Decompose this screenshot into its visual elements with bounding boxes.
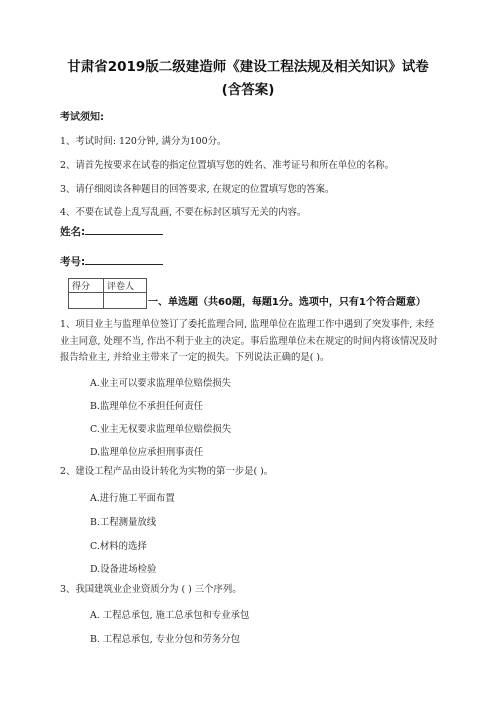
option: A.业主可以要求监理单位赔偿损失 [90,378,232,389]
option: A. 工程总承包, 施工总承包和专业承包 [90,610,250,621]
option: C.业主无权要求监理单位赔偿损失 [90,424,232,435]
score-table [68,278,147,309]
option: B.监理单位不承担任何责任 [90,401,203,412]
exam-number-label: 考号: [60,256,86,268]
score-cell [69,293,104,309]
exam-number-blank[interactable] [85,254,163,265]
notice-item: 2、请首先按要求在试卷的指定位置填写您的姓名、准考证号和所在单位的名称。 [60,160,395,171]
option: D.设备进场检验 [90,564,157,575]
notice-item: 4、不要在试卷上乱写乱画, 不要在标封区填写无关的内容。 [60,207,307,218]
option: B. 工程总承包, 专业分包和劳务分包 [90,634,241,645]
option: D.监理单位应承担刑事责任 [90,447,204,458]
notice-item: 3、请仔细阅读各种题目的回答要求, 在规定的位置填写您的答案。 [60,184,335,195]
option: A.进行施工平面布置 [90,493,175,504]
grader-cell [104,293,147,309]
option: B.工程测量放线 [90,517,157,528]
exam-number-field [60,254,163,269]
grader-header: 评卷人 [104,279,147,293]
score-header: 得分 [69,279,104,293]
document-title: 甘肃省2019版二级建造师《建设工程法规及相关知识》试卷 (含答案) [67,59,429,98]
name-field [60,224,163,239]
option: C.材料的选择 [90,541,147,552]
name-blank[interactable] [85,224,163,235]
question-text: 3、我国建筑业企业资质分为 ( ) 三个序列。 [60,584,242,595]
name-label: 姓名: [60,226,86,238]
question-text: 1、项目业主与监理单位签订了委托监理合同, 监理单位在监理工作中遇到了突发事件, 未经业主同意, 处理不当, 作出不利于业主的决定。事后监理单位未在规定的时间内将该情况及时报告给业主, 并给业主带来了一定的损失。下列说法正确的是( )。 [60,319,438,363]
notice-item: 1、考试时间: 120分钟, 满分为100分。 [60,136,227,147]
question-text: 2、建设工程产品由设计转化为实物的第一步是( )。 [60,466,274,477]
notice-heading: 考试须知: [60,112,104,123]
section-heading: 一、单选题（共60题，每题1分。选项中，只有1个符合题意） [148,297,426,308]
